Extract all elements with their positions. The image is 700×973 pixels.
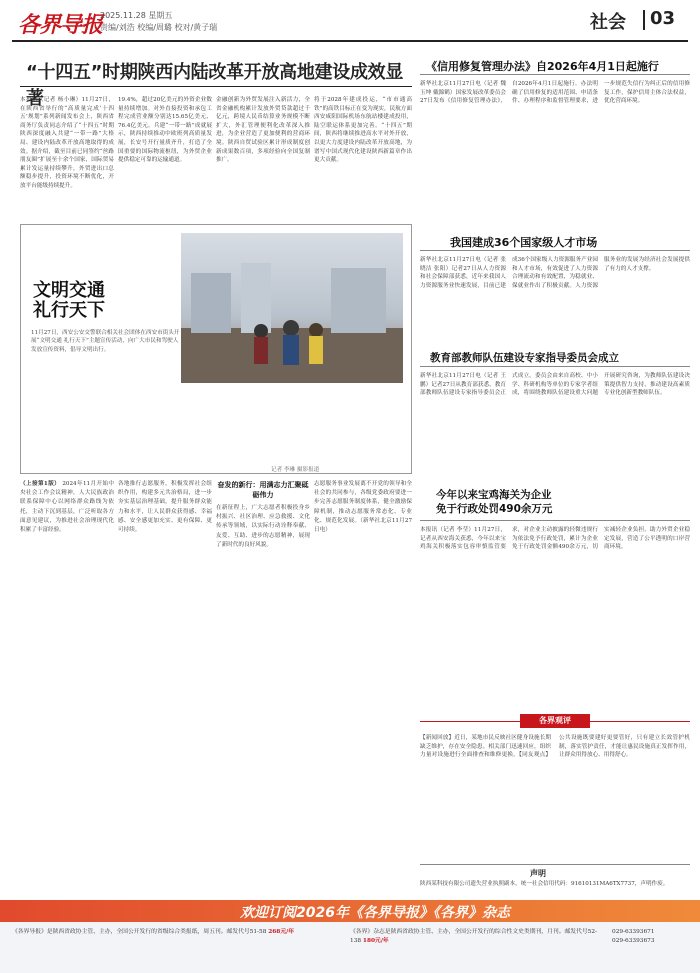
- header-rule: [12, 40, 688, 42]
- rule-5: [420, 864, 690, 865]
- lead-headline: “十四五”时期陕西内陆改革开放高地建设成效显著: [26, 62, 404, 109]
- section-divider: [643, 10, 645, 30]
- story2-column-2: 各地推行志愿服务，积极发挥社会组织作用，构建多元共治格局，进一步夯实基层治理基础，提升服务群众能力和水平，让人民群众获得感、幸福感、安全感更加充实、更有保障、更可持续。: [118, 481, 212, 534]
- photo-feature: [20, 224, 412, 474]
- photo-caption: 11月27日，西安公安交警联合相关社会团体在西安市街头开展“文明交通 礼行天下”主题宣传活动，向广大市民和驾驶人发放宣传资料，倡导文明出行。: [31, 330, 180, 353]
- story2-text-3: 在新征程上，广大志愿者积极投身乡村振兴、社区治理、应急救援、文化传承等领域，以实际行动诠释奉献、友爱、互助、进步的志愿精神，展现了新时代的良好风貌。: [216, 505, 310, 548]
- banner-strip: [0, 900, 700, 922]
- issue-date: 2025.11.28 星期五: [100, 11, 173, 20]
- talent-market-headline: 我国建成36个国家级人才市场: [450, 236, 598, 249]
- subscription-phones: [612, 928, 692, 968]
- photo-heading-line2: 礼行天下: [33, 300, 105, 321]
- story2-subhead: 奋发的新行：用满志力汇聚砥砺伟力: [217, 481, 309, 499]
- magazine-subscription-text: 《各界》杂志是陕西省政协主管、主办，全国公开发行的综合性文史类期刊，月刊。邮发代号52-138: [350, 929, 598, 944]
- commentary-header: [420, 714, 690, 728]
- commentary-box: [420, 714, 690, 864]
- lead-column-4: 将于2028年建成投运，“市市通高铁”的高铁目标正在变为现实，民航方面西安咸阳国际机场东航站楼建成投用，陆空联运体系更加完善。“十四五”期间，陕西将继续推进高水平对外开放，以更大力度建设内陆改革开放高地，为谱写中国式现代化建设陕西新篇章作出更大贡献。: [314, 97, 412, 164]
- masthead: [0, 0, 700, 48]
- teacher-committee-body: 新华社北京11月27日电（记者 王鹏）记者27日从教育部获悉，教育部教师队伍建设专家指导委员会正式成立。委员会由来自高校、中小学、科研机构等单位的专家学者组成，将围绕教师队伍建设重大问题开展研究咨询，为教师队伍建设决策提供智力支持，推动建设高素质专业化创新型教师队伍。: [420, 373, 690, 397]
- page-number: 03: [650, 8, 676, 29]
- street-photo: [181, 233, 403, 383]
- magazine-subscription: [350, 928, 600, 968]
- commentary-tag: 各界观评: [520, 714, 590, 728]
- rule-4: [420, 520, 690, 521]
- phone-1: 029-63393671: [612, 929, 655, 935]
- baoji-headline-line2: 免于行政处罚490余万元: [436, 503, 553, 515]
- story2-column-4: 志愿服务事业发展离不开党的领导和全社会的共同参与，各级党委政府要进一步完善志愿服务制度体系，健全激励保障机制，推动志愿服务常态化、专业化、规范化发展。（新华社北京11月27日电）: [314, 481, 412, 534]
- newspaper-subscription: [12, 928, 332, 968]
- rule-1: [420, 74, 690, 75]
- notice-body: 陕西某科技有限公司遗失营业执照副本，统一社会信用代码：91610131MA6TX7737，声明作废。: [420, 881, 669, 887]
- credit-repair-body: 新华社北京11月27日电（记者 魏玉坤 戴錦鹤）国家发展改革委员会27日发布《信用修复管理办法》，自2026年4月1日起施行。办法明确了信用修复的适用范围、申请条件、办理程序和监督管理要求，进一步规范失信行为纠正后的信用修复工作，保护信用主体合法权益，优化营商环境。: [420, 81, 690, 105]
- story2-column-1: [20, 480, 114, 890]
- lead-column-1: 本报讯（记者 杨小琳）11月27日，在陕西省举行的“高质量完成‘十四五’规划”系列新闻发布会上，陕西省商务厅负责同志介绍了“十四五”时期陕西深度融入共建“一带一路”大格局、建设内陆改革开放高地取得的成效。据介绍，截至目前已同签约“丝路朋友圈”扩展至十余个国家，国际贸易累计发运量持续攀升，外贸进出口总额稳步提升，投资环境不断优化，开放平台能级持续提升。: [20, 97, 114, 189]
- baoji-headline-line1: 今年以来宝鸡海关为企业: [436, 489, 552, 501]
- photo-credit: 记者 李琳 摄影报道: [271, 467, 320, 473]
- photo-illustration: [181, 233, 403, 383]
- editor-credits: 责编/刘浩 校编/周璐 校对/黄子瑞: [100, 23, 218, 32]
- magazine-price: 180元/年: [362, 937, 389, 944]
- story2-text-1: 2024年11月开始中央社会工作会议精神，人大民族政治联系保障中心以网络群众路线为依托，主动下沉到基层，广泛听取各方面意见建议，为推进社会治理现代化积累了丰富经验。: [20, 481, 114, 534]
- photo-heading: [33, 281, 105, 321]
- phone-2: 029-63393673: [612, 937, 655, 944]
- teacher-committee-headline: 教育部教师队伍建设专家指导委员会成立: [430, 352, 619, 364]
- commentary-body: 【新闻回放】近日，某地市民反映社区健身设施长期缺乏维护，存在安全隐患。相关部门迅速回应，组织力量对设施进行全面排查和维修更换。【同友观点】公共设施既要建好更要管好，只有建立长效管护机制，落实管护责任，才能让惠民设施真正发挥作用，让群众用得放心、用得舒心。: [420, 735, 690, 759]
- newspaper-subscription-text: 《各界导报》是陕西省政协主管、主办，全国公开发行的省级综合类报纸，周五刊。邮发代号51-58: [12, 929, 267, 935]
- banner-headline: 欢迎订阅2026年《各界导报》《各界》杂志: [240, 905, 510, 921]
- baoji-customs-headline: [436, 488, 686, 516]
- subscription-banner: [0, 900, 700, 973]
- section-name: 社会: [590, 12, 626, 33]
- lead-column-2: 19.4%，超过20亿美元的外资企业数量持续增加。对外直接投资和承包工程完成营业额分别达15.65亿美元、76.4亿美元。兵建“一带一路”成就展示，陕西持续推动中欧班列高质量发展，长安号开行量质齐升，打造了全国重要的国际物流枢纽，为外贸企业提供稳定可靠的运输通道。: [118, 97, 212, 164]
- lead-rule: [20, 86, 412, 87]
- credit-repair-headline: 《信用修复管理办法》自2026年4月1日起施行: [426, 60, 659, 73]
- lead-column-3: 金融创新为外贸发展注入新活力，全省金融机构累计发放外贸贷款超过千亿元，跨境人民币结算业务规模不断扩大，外汇管理便利化改革深入推进，为企业营造了更加便利的营商环境。陕西自贸试验区累计形成制度创新成果数百项，多项经验向全国复制推广。: [216, 97, 310, 164]
- story2-column-3: [216, 480, 310, 890]
- rule-3: [420, 366, 690, 367]
- newspaper-logo: 各界导报: [18, 12, 103, 38]
- baoji-customs-body: 本报讯（记者 李莹）11月27日，记者从西安海关获悉，今年以来宝鸡海关积极落实包容审慎监管要求，对企业主动披露的轻微违规行为依法免予行政处罚，累计为企业免于行政处罚金额490余万元，切实减轻企业负担，助力外贸企业稳定发展，营造了公平透明的口岸营商环境。: [420, 527, 690, 551]
- story2-continued-label: （上接第1版）: [20, 481, 61, 487]
- newspaper-price: 268元/年: [268, 929, 295, 935]
- notice-title: 声明: [530, 869, 546, 878]
- talent-market-body: 新华社北京11月27日电（记者 张晓洁 张阳）记者27日从人力资源和社会保障部获悉，近年来我国人力资源服务业快速发展，目前已建成36个国家级人力资源服务产业园和人才市场，有效促进了人力资源合理流动和有效配置，为稳就业、保就业作出了积极贡献。人力资源服务业的发展为经济社会发展提供了有力的人才支撑。: [420, 257, 690, 289]
- rule-2: [420, 250, 690, 251]
- photo-heading-line1: 文明交通: [33, 280, 105, 301]
